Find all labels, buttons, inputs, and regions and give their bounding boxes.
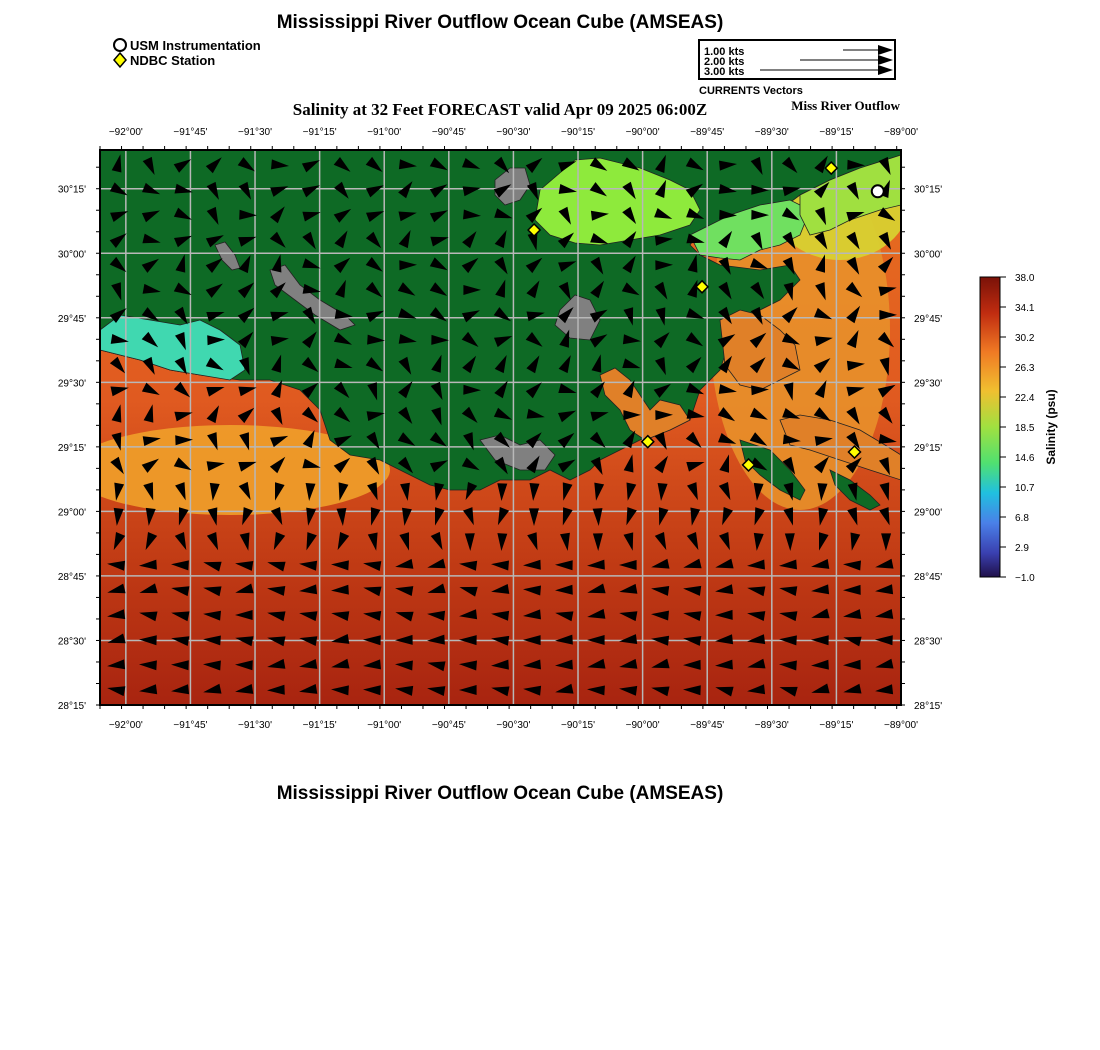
colorbar-gradient	[980, 277, 1000, 577]
lon-tick-label-bottom: −89°30'	[754, 720, 789, 731]
lon-tick-label-top: −89°30'	[754, 127, 789, 138]
lon-tick-label-bottom: −91°45'	[173, 720, 208, 731]
vector-legend-3: 3.00 kts	[704, 66, 745, 78]
lat-tick-label-left: 28°30'	[57, 636, 86, 648]
usm-legend-label: USM Instrumentation	[130, 38, 261, 53]
lat-tick-label-right: 29°30'	[914, 378, 943, 390]
lon-tick-label-bottom: −90°00'	[625, 720, 660, 731]
lon-tick-label-bottom: −90°30'	[496, 720, 531, 731]
map-subtitle: Salinity at 32 Feet FORECAST valid Apr 09 2025 06:00Z	[292, 100, 708, 119]
station-legend	[114, 38, 261, 68]
colorbar-tick-label: 38.0	[1015, 273, 1035, 284]
usm-legend-icon	[114, 39, 126, 51]
colorbar-tick-label: 34.1	[1015, 303, 1035, 314]
colorbar-tick-label: 6.8	[1015, 513, 1029, 524]
lon-tick-label-bottom: −90°15'	[561, 720, 596, 731]
salinity-colorbar	[980, 273, 1058, 584]
lat-tick-label-left: 29°00'	[57, 507, 86, 519]
lat-tick-label-right: 29°00'	[914, 507, 943, 519]
longitude-labels-top	[109, 127, 918, 138]
lon-tick-label-top: −91°00'	[367, 127, 402, 138]
colorbar-tick-label: 14.6	[1015, 453, 1035, 464]
lon-tick-label-bottom: −92°00'	[108, 720, 143, 731]
lat-tick-label-left: 29°45'	[57, 313, 86, 325]
colorbar-tick-label: 2.9	[1015, 543, 1029, 554]
lat-tick-label-right: 28°15'	[914, 701, 943, 712]
bottom-page-title: Mississippi River Outflow Ocean Cube (AMSEAS)	[276, 783, 724, 804]
lat-tick-label-right: 29°15'	[914, 442, 943, 454]
lon-tick-label-bottom: −91°30'	[238, 720, 273, 731]
lon-tick-label-bottom: −91°15'	[302, 720, 337, 731]
ndbc-legend-label: NDBC Station	[130, 53, 216, 68]
lat-tick-label-right: 30°00'	[914, 249, 943, 261]
usm-station-marker	[872, 185, 884, 197]
colorbar-tick-label: 26.3	[1015, 363, 1035, 374]
lon-tick-label-top: −91°45'	[173, 127, 208, 138]
lat-tick-label-left: 29°15'	[57, 442, 86, 454]
lon-tick-label-top: −90°15'	[561, 127, 596, 138]
colorbar-tick-label: 10.7	[1015, 483, 1035, 494]
lat-tick-label-left: 30°15'	[57, 184, 86, 196]
lat-tick-label-right: 30°15'	[914, 184, 943, 196]
lon-tick-label-top: −89°45'	[690, 127, 725, 138]
lon-tick-label-top: −90°30'	[496, 127, 531, 138]
lon-tick-label-bottom: −89°15'	[819, 720, 854, 731]
lat-tick-label-right: 28°45'	[914, 571, 943, 583]
latitude-labels-right	[914, 185, 942, 712]
lon-tick-label-top: −89°15'	[819, 127, 854, 138]
lon-tick-label-top: −91°15'	[302, 127, 337, 138]
colorbar-tick-label: 22.4	[1015, 393, 1035, 404]
lat-tick-label-left: 29°30'	[57, 378, 86, 390]
lon-tick-label-top: −90°45'	[431, 127, 466, 138]
colorbar-label: Salinity (psu)	[1044, 389, 1058, 465]
lat-tick-label-left: 30°00'	[57, 249, 86, 261]
lon-tick-label-bottom: −89°00'	[884, 720, 918, 731]
vector-legend-title: CURRENTS Vectors	[699, 85, 803, 97]
map-area	[70, 140, 910, 705]
lat-tick-label-left: 28°15'	[57, 701, 86, 712]
colorbar-tick-label: 30.2	[1015, 333, 1035, 344]
lat-tick-label-left: 28°45'	[57, 571, 86, 583]
lat-tick-label-right: 29°45'	[914, 313, 943, 325]
longitude-labels-bottom	[109, 720, 918, 731]
lon-tick-label-top: −89°00'	[884, 127, 918, 138]
page-title: Mississippi River Outflow Ocean Cube (AMSEAS)	[276, 12, 724, 33]
latitude-labels-left	[58, 185, 86, 712]
colorbar-tick-label: −1.0	[1015, 573, 1035, 584]
colorbar-tick-label: 18.5	[1015, 423, 1035, 434]
ndbc-legend-icon	[114, 53, 126, 67]
corner-label: Miss River Outflow	[791, 98, 900, 113]
lon-tick-label-bottom: −89°45'	[690, 720, 725, 731]
lon-tick-label-bottom: −91°00'	[367, 720, 402, 731]
lon-tick-label-top: −90°00'	[625, 127, 660, 138]
vector-legend-1: 1.00 kts	[704, 46, 745, 58]
vector-legend	[699, 40, 895, 97]
lon-tick-label-bottom: −90°45'	[431, 720, 466, 731]
lat-tick-label-right: 28°30'	[914, 636, 943, 648]
vector-legend-2: 2.00 kts	[704, 56, 745, 68]
lon-tick-label-top: −91°30'	[238, 127, 273, 138]
lon-tick-label-top: −92°00'	[108, 127, 143, 138]
